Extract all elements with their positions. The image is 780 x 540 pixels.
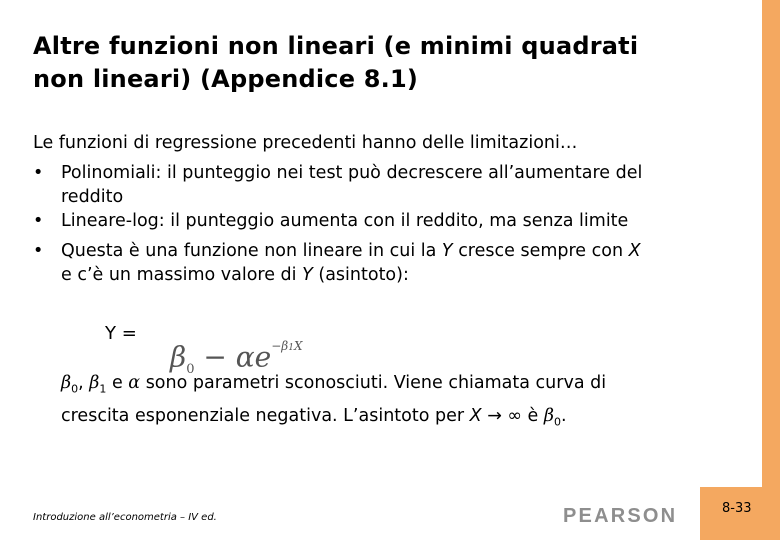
bullet-text-cont: reddito — [61, 187, 124, 207]
bullet-item-polynomial — [33, 158, 743, 206]
page-number: 8-33 — [722, 501, 752, 516]
bullet-item-nonlinear — [33, 236, 743, 284]
bullet-icon: • — [33, 241, 44, 261]
bullet-text: Questa è una funzione non lineare in cui la Y cresce sempre con X — [61, 241, 641, 261]
bullet-icon: • — [33, 211, 44, 231]
slide-body — [33, 128, 743, 284]
footer-book-title: Introduzione all’econometria – IV ed. — [33, 512, 217, 523]
title-line-1: Altre funzioni non lineari (e minimi quadrati — [33, 32, 639, 60]
parameters-text — [61, 370, 751, 435]
pearson-logo: PEARSON — [563, 505, 678, 527]
bullet-text: Lineare-log: il punteggio aumenta con il reddito, ma senza limite — [61, 211, 629, 231]
bullet-text-cont: e c’è un massimo valore di Y (asintoto): — [61, 265, 409, 285]
params-line-1: $\beta_0$, $\beta_1$ e α sono parametri sconosciuti. Viene chiamata curva di — [61, 373, 607, 396]
params-line-2: crescita esponenziale negativa. L’asintoto per X → ∞ è $\beta_0$. — [61, 405, 567, 428]
title-line-2: non lineari) (Appendice 8.1) — [33, 65, 419, 93]
formula-lhs: Y = — [105, 323, 137, 344]
bullet-text: Polinomiali: il punteggio nei test può decrescere all’aumentare del — [61, 163, 643, 183]
bullet-icon: • — [33, 163, 44, 183]
bullet-item-linear-log — [33, 206, 743, 236]
formula-rhs: $\beta_0 - \alpha e^{-\beta 1X}$ — [170, 339, 303, 377]
slide-title — [33, 30, 753, 96]
intro-text: Le funzioni di regressione precedenti hanno delle limitazioni… — [33, 133, 578, 153]
